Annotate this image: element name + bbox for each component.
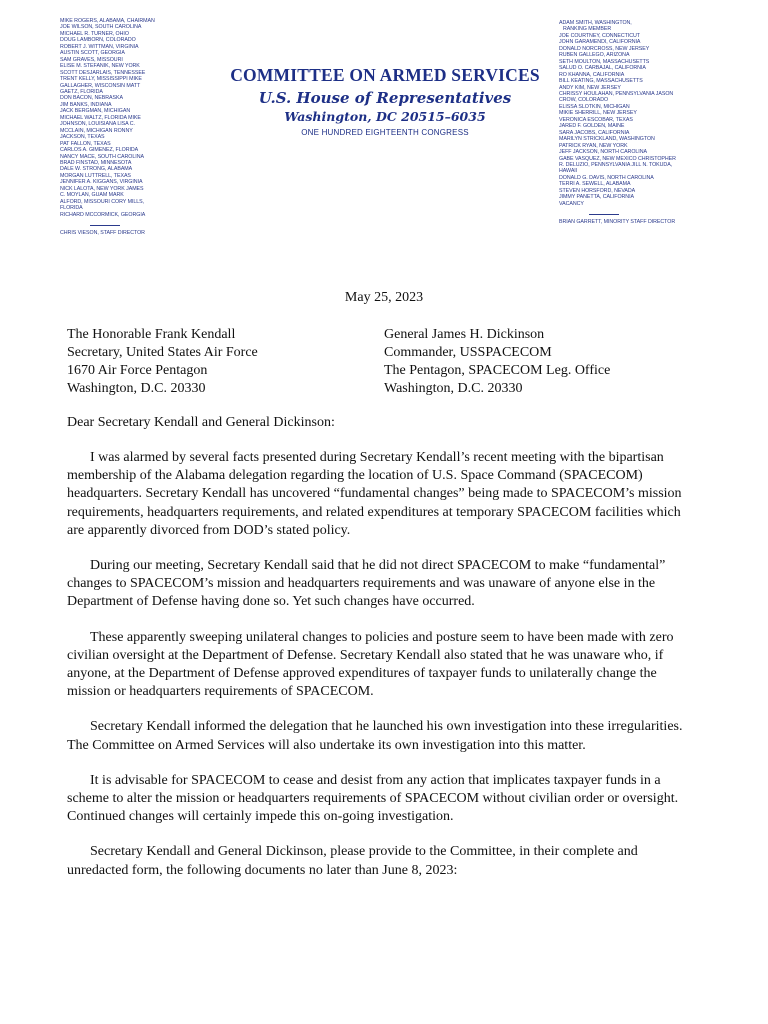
member-name: GALLAGHER, WISCONSIN MATT xyxy=(60,82,141,89)
member-name: MICHAEL R. TURNER, OHIO xyxy=(60,30,129,37)
member-name: GABE VASQUEZ, NEW MEXICO CHRISTOPHER xyxy=(559,155,676,162)
member-name: CARLOS A. GIMENEZ, FLORIDA xyxy=(60,147,139,154)
member-name: JOHNSON, LOUISIANA LISA C. xyxy=(60,121,135,128)
address-line: General James H. Dickinson xyxy=(384,327,545,342)
member-name: MIKE ROGERS, ALABAMA, CHAIRMAN xyxy=(60,18,155,24)
roster-divider xyxy=(90,225,120,226)
member-name: SETH MOULTON, MASSACHUSETTS xyxy=(559,58,650,65)
roster-divider xyxy=(589,214,619,215)
member-name: SALUD O. CARBAJAL, CALIFORNIA xyxy=(559,65,646,72)
member-name: DON BACON, NEBRASKA xyxy=(60,95,123,102)
member-name: RO KHANNA, CALIFORNIA xyxy=(559,71,625,78)
majority-members-list xyxy=(60,18,180,218)
member-name: RANKING MEMBER xyxy=(563,26,612,33)
member-name: JIM BANKS, INDIANA xyxy=(60,101,112,108)
member-name: PATRICK RYAN, NEW YORK xyxy=(559,142,628,149)
address-line: The Pentagon, SPACECOM Leg. Office xyxy=(384,363,611,378)
minority-members-roster xyxy=(559,20,719,226)
member-name: TRENT KELLY, MISSISSIPPI MIKE xyxy=(60,76,142,83)
member-name: MARILYN STRICKLAND, WASHINGTON xyxy=(559,136,655,143)
member-name: JENNIFER A. KIGGANS, VIRGINIA xyxy=(60,179,143,186)
committee-masthead xyxy=(205,64,565,138)
body-paragraph: These apparently sweeping unilateral changes to policies and posture seem to have been made with zero civilian oversight at the Department of Defense. Secretary Kendall also stated that he was unaware who, if anyone, at the Department of Defense approved expenditures of taxpayer funds to unilaterally change the mission or headquarters requirements of SPACECOM. xyxy=(67,629,674,700)
member-name: SARA JACOBS, CALIFORNIA xyxy=(559,129,630,136)
member-name: R. DELUZIO, PENNSYLVANIA JILL N. TOKUDA, xyxy=(559,161,673,168)
member-name: CROW, COLORADO xyxy=(559,97,609,104)
member-name: NANCY MACE, SOUTH CAROLINA xyxy=(60,153,144,160)
member-name: JOE WILSON, SOUTH CAROLINA xyxy=(60,24,142,31)
committee-address: Washington, DC 20515–6035 xyxy=(284,109,486,124)
member-name: VACANCY xyxy=(559,200,584,207)
member-name: JIMMY PANETTA, CALIFORNIA xyxy=(559,194,634,201)
member-name: TERRI A. SEWELL, ALABAMA xyxy=(559,181,631,188)
member-name: ROBERT J. WITTMAN, VIRGINIA xyxy=(60,43,139,50)
address-line: Washington, D.C. 20330 xyxy=(384,381,523,396)
recipient-address-kendall xyxy=(67,326,258,398)
member-name: MIKIE SHERRILL, NEW JERSEY xyxy=(559,110,637,117)
member-name: VERONICA ESCOBAR, TEXAS xyxy=(559,116,633,123)
address-line: Commander, USSPACECOM xyxy=(384,345,552,360)
member-name: RUBEN GALLEGO, ARIZONA xyxy=(559,52,630,59)
body-paragraph: I was alarmed by several facts presented during Secretary Kendall’s recent meeting with the bipartisan membership of the Alabama delegation regarding the location of U.S. Space Command (SPACECOM) headquarters. Secretary Kendall has uncovered “fundamental changes” being made to SPACECOM’s mission requirements, headquarters requirements, and related expenditures at temporary SPACECOM facilities which are apparently divorced from DOD’s stated policy. xyxy=(67,450,682,538)
member-name: ADAM SMITH, WASHINGTON, xyxy=(559,20,632,26)
member-name: HAWAII xyxy=(559,168,578,175)
congress-number: ONE HUNDRED EIGHTEENTH CONGRESS xyxy=(301,128,469,137)
body-paragraph: Secretary Kendall informed the delegation that he launched his own investigation into these irregularities. The Committee on Armed Services will also undertake its own investigation into this matter. xyxy=(67,719,683,753)
member-name: C. MOYLAN, GUAM MARK xyxy=(60,192,124,199)
member-name: JARED F. GOLDEN, MAINE xyxy=(559,123,625,130)
body-paragraph: During our meeting, Secretary Kendall said that he did not direct SPACECOM to make “fundamental” changes to SPACECOM’s mission and headquarters requirements and was unaware of anyone else in the Department of Defense having done so. Yet such changes have occurred. xyxy=(67,558,666,610)
member-name: MCCLAIN, MICHIGAN RONNY xyxy=(60,127,133,134)
member-name: BRAD FINSTAD, MINNESOTA xyxy=(60,159,132,166)
member-name: FLORIDA xyxy=(60,205,83,212)
member-name: JEFF JACKSON, NORTH CAROLINA xyxy=(559,149,647,156)
member-name: MORGAN LUTTRELL, TEXAS xyxy=(60,172,131,179)
body-paragraph: Secretary Kendall and General Dickinson, please provide to the Committee, in their complete and unredacted form, the following documents no later than June 8, 2023: xyxy=(67,844,638,878)
member-name: ELISE M. STEFANIK, NEW YORK xyxy=(60,63,140,70)
member-name: JOE COURTNEY, CONNECTICUT xyxy=(559,32,640,39)
member-name: ALFORD, MISSOURI CORY MILLS, xyxy=(60,198,145,205)
committee-name: COMMITTEE ON ARMED SERVICES xyxy=(230,65,540,85)
address-line: The Honorable Frank Kendall xyxy=(67,327,236,342)
minority-members-list xyxy=(559,20,719,207)
salutation: Dear Secretary Kendall and General Dickinson: xyxy=(67,415,335,430)
member-name: DONALD G. DAVIS, NORTH CAROLINA xyxy=(559,174,654,181)
member-name: ELISSA SLOTKIN, MICHIGAN xyxy=(559,103,630,110)
member-name: RICHARD MCCORMICK, GEORGIA xyxy=(60,211,146,218)
member-name: SCOTT DESJARLAIS, TENNESSEE xyxy=(60,69,146,76)
house-name: U.S. House of Representatives xyxy=(258,89,512,107)
letter-body xyxy=(67,449,697,897)
member-name: JACKSON, TEXAS xyxy=(60,134,105,141)
member-name: NICK LALOTA, NEW YORK JAMES xyxy=(60,185,144,192)
letter-date: May 25, 2023 xyxy=(344,290,424,305)
member-name: DONALD NORCROSS, NEW JERSEY xyxy=(559,45,650,52)
member-name: DALE W. STRONG, ALABAMA xyxy=(60,166,133,173)
member-name: BILL KEATING, MASSACHUSETTS xyxy=(559,78,643,85)
recipient-address-dickinson xyxy=(384,326,610,398)
member-name: STEVEN HORSFORD, NEVADA xyxy=(559,187,636,194)
member-name: PAT FALLON, TEXAS xyxy=(60,140,111,147)
body-paragraph: It is advisable for SPACECOM to cease and desist from any action that implicates taxpayer funds in a scheme to alter the mission or headquarters requirements of SPACECOM without civilian order or oversight. Continued changes will certainly impede this on-going investigation. xyxy=(67,772,679,825)
address-line: 1670 Air Force Pentagon xyxy=(67,363,208,378)
member-name: JACK BERGMAN, MICHIGAN xyxy=(60,108,131,115)
member-name: ANDY KIM, NEW JERSEY xyxy=(559,84,621,91)
member-name: MICHAEL WALTZ, FLORIDA MIKE xyxy=(60,114,141,121)
address-line: Secretary, United States Air Force xyxy=(67,345,258,360)
member-name: GAETZ, FLORIDA xyxy=(60,88,103,95)
majority-staff-director: CHRIS VIESON, STAFF DIRECTOR xyxy=(60,230,145,237)
member-name: CHRISSY HOULAHAN, PENNSYLVANIA JASON xyxy=(559,90,674,97)
member-name: DOUG LAMBORN, COLORADO xyxy=(60,37,136,44)
member-name: SAM GRAVES, MISSOURI xyxy=(60,56,123,63)
minority-staff-director: BRIAN GARRETT, MINORITY STAFF DIRECTOR xyxy=(559,219,676,226)
member-name: JOHN GARAMENDI, CALIFORNIA xyxy=(559,39,641,46)
majority-members-roster xyxy=(60,18,180,237)
member-name: AUSTIN SCOTT, GEORGIA xyxy=(60,50,125,57)
address-line: Washington, D.C. 20330 xyxy=(67,381,206,396)
